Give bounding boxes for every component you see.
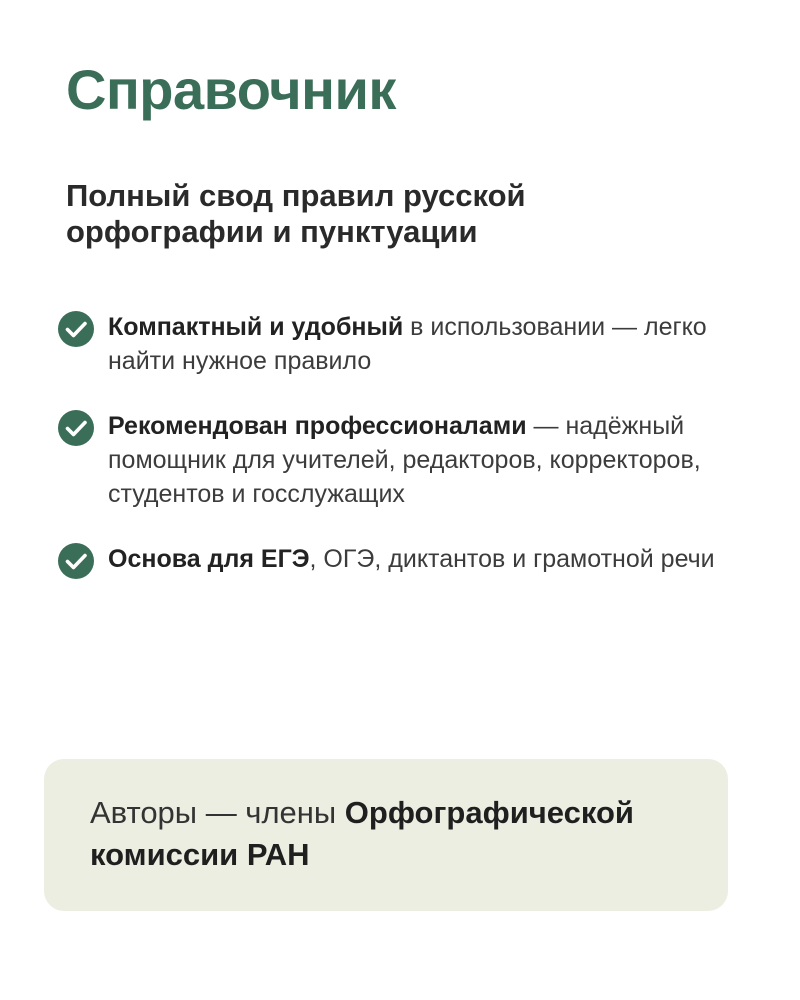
check-circle-icon — [58, 543, 94, 579]
feature-list — [58, 310, 758, 607]
feature-highlight: Компактный и удобный — [108, 313, 404, 341]
feature-item-compact — [58, 310, 758, 378]
authors-callout — [44, 759, 728, 911]
subtitle: Полный свод правил русской орфографии и пунктуации — [66, 178, 526, 249]
feature-description: — надёжный помощник для учителей, редакторов, корректоров, студентов и госслужащих — [108, 412, 701, 508]
feature-item-exam-basis — [58, 542, 758, 576]
check-circle-icon — [58, 311, 94, 347]
authors-prefix: Авторы — члены — [90, 795, 345, 830]
feature-item-recommended — [58, 409, 758, 511]
feature-highlight: Основа для ЕГЭ — [108, 545, 310, 573]
authors-commission: Орфографической комиссии РАН — [90, 795, 634, 872]
page-title: Справочник — [66, 58, 396, 121]
authors-text — [90, 792, 710, 876]
feature-description: в использовании — легко найти нужное правило — [108, 313, 707, 375]
feature-description: , ОГЭ, диктантов и грамотной речи — [309, 545, 715, 573]
feature-highlight: Рекомендован профессионалами — [108, 412, 527, 440]
check-circle-icon — [58, 410, 94, 446]
